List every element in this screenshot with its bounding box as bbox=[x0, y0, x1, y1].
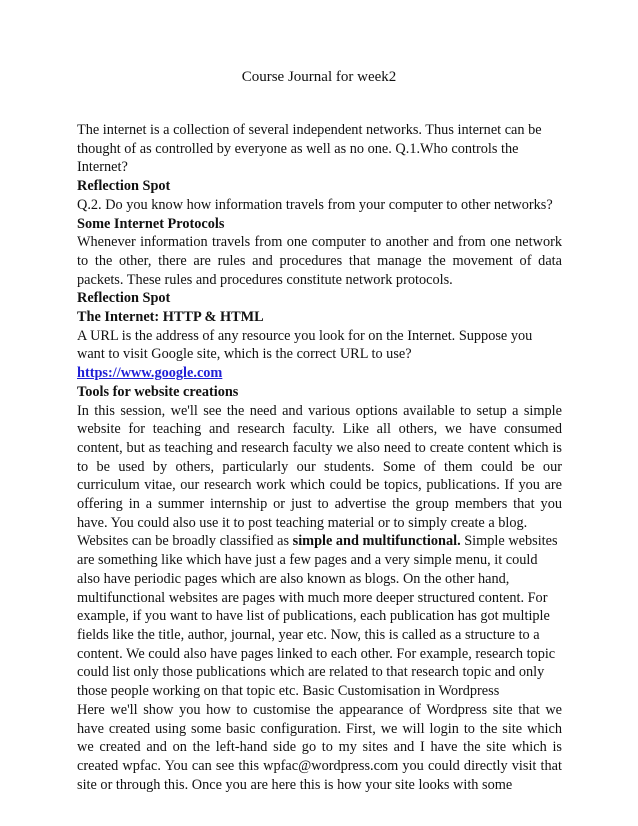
tools-heading: Tools for website creations bbox=[77, 383, 239, 400]
tools-paragraph: In this session, we'll see the need and various options available to setup a simple website for teaching and research faculty. Like all others, we have consumed content, but as teaching and research faculty we also need to create content which is to be used by others, particularly our students. Some of them could be our curriculum vitae, our research work which could be topics, publications. If you are offering in a summer internship or just to advertise the group members that you have. You could also use it to post teaching material or to simply create a blog. bbox=[77, 402, 562, 531]
intro-paragraph: The internet is a collection of several independent networks. Thus internet can be thought of as controlled by everyone as well as no one. Q.1.Who controls the Internet? bbox=[77, 122, 542, 176]
protocols-paragraph: Whenever information travels from one computer to another and from one network to the other, there are rules and procedures that manage the movement of data packets. These rules and procedures constitute network protocols. bbox=[77, 234, 562, 288]
reflection-spot-heading: Reflection Spot bbox=[77, 178, 171, 195]
reflection-spot-heading-2: Reflection Spot bbox=[77, 290, 171, 307]
classification-rest: Simple websites are something like which have just a few pages and a very simple menu, it could also have periodic pages which are also known as blogs. On the other hand, multifunctional websites are pages with much more deeper structured content. For example, if you want to have list of publications, each publication has got multiple fields like the title, author, journal, year etc. Now, this is called as a structure to a content. We could also have pages linked to each other. For example, research topic could list only those publications which are related to that research topic and only those people working on that topic etc. Basic Customisation in Wordpress bbox=[77, 533, 558, 700]
url-paragraph: A URL is the address of any resource you look for on the Internet. Suppose you want to visit Google site, which is the correct URL to use? bbox=[77, 327, 533, 363]
google-link[interactable]: https://www.google.com bbox=[77, 365, 223, 382]
classification-paragraph bbox=[77, 532, 562, 700]
classification-prefix: Websites can be broadly classified as bbox=[77, 533, 293, 550]
question-2: Q.2. Do you know how information travels from your computer to other networks? bbox=[77, 196, 553, 213]
document-body bbox=[77, 121, 562, 794]
page-title: Course Journal for week2 bbox=[241, 69, 397, 85]
protocols-heading: Some Internet Protocols bbox=[77, 215, 225, 232]
http-html-heading: The Internet: HTTP & HTML bbox=[77, 309, 264, 326]
classification-bold: simple and multifunctional. bbox=[292, 533, 461, 550]
wordpress-paragraph: Here we'll show you how to customise the appearance of Wordpress site that we have created using some basic configuration. First, we will login to the site which we created and on the left-hand side go to my sites and I have the site which is created wpfac. You can see this wpfac@wordpress.com you could directly visit that site or through this. Once you are here this is how your site looks with some bbox=[77, 701, 562, 793]
